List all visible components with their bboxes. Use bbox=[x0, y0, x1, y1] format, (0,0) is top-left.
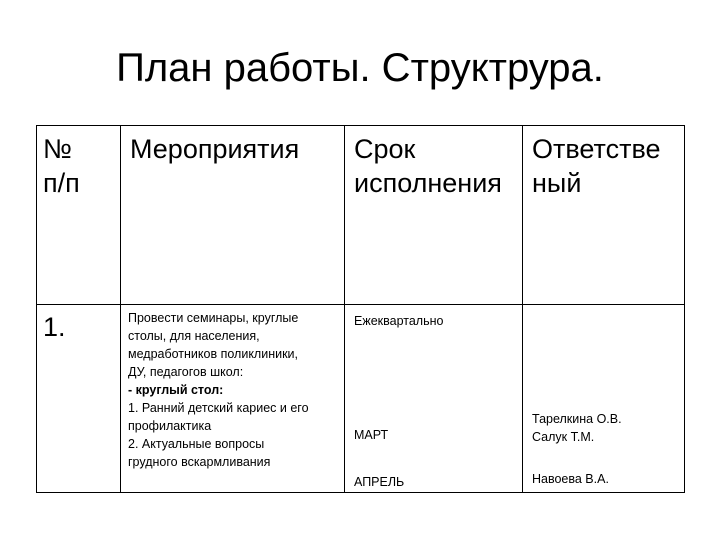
row-divider bbox=[37, 304, 684, 305]
event-line: столы, для населения, bbox=[128, 329, 260, 343]
header-number-line2: п/п bbox=[43, 168, 80, 198]
page-title: План работы. Структрура. bbox=[116, 46, 604, 90]
deadline-quarterly: Ежеквартально bbox=[354, 314, 444, 328]
event-line: Провести семинары, круглые bbox=[128, 311, 299, 325]
event-description bbox=[128, 309, 343, 471]
event-line: медработников поликлиники, bbox=[128, 347, 299, 361]
responsible-name: Салук Т.М. bbox=[532, 430, 595, 444]
event-line: грудного вскармливания bbox=[128, 455, 271, 469]
deadline-april: АПРЕЛЬ bbox=[354, 475, 405, 489]
header-deadline-line1: Срок bbox=[354, 134, 416, 164]
header-responsible-line2: ный bbox=[532, 168, 582, 198]
event-line: 1. Ранний детский кариес и его bbox=[128, 401, 309, 415]
header-event: Мероприятия bbox=[130, 134, 300, 164]
column-divider bbox=[120, 126, 121, 492]
event-line: 2. Актуальные вопросы bbox=[128, 437, 265, 451]
row-number: 1. bbox=[43, 312, 66, 342]
column-divider bbox=[344, 126, 345, 492]
responsible-group-2: Навоева В.А. bbox=[532, 472, 609, 486]
responsible-group-1 bbox=[532, 410, 622, 446]
event-line: профилактика bbox=[128, 419, 212, 433]
responsible-name: Тарелкина О.В. bbox=[532, 412, 622, 426]
header-deadline bbox=[354, 132, 524, 200]
header-responsible-line1: Ответстве bbox=[532, 134, 661, 164]
work-plan-table bbox=[36, 125, 685, 493]
header-number bbox=[43, 132, 119, 200]
header-deadline-line2: исполнения bbox=[354, 168, 502, 198]
deadline-march: МАРТ bbox=[354, 428, 389, 442]
header-number-line1: № bbox=[43, 134, 72, 164]
event-line: - круглый стол: bbox=[128, 383, 224, 397]
header-responsible bbox=[532, 132, 684, 200]
event-line: ДУ, педагогов школ: bbox=[128, 365, 244, 379]
